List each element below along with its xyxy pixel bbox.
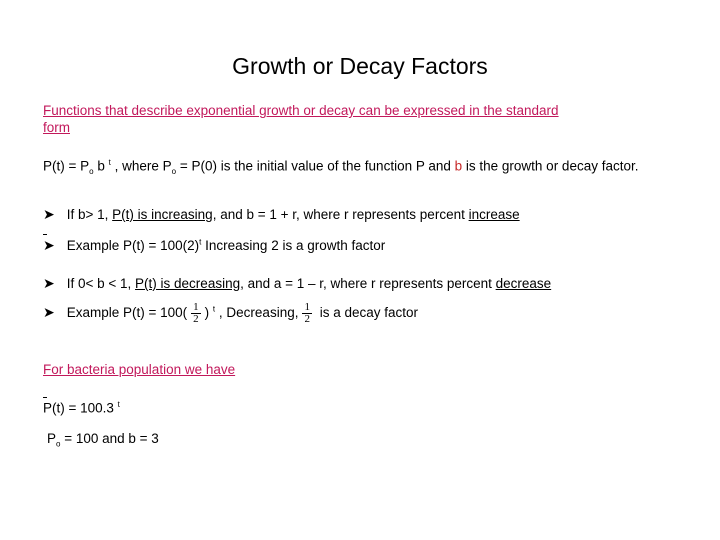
bacteria-values: $P_o = 100$ and b = 3	[47, 431, 159, 449]
arrowhead-bullet-icon: ➤	[43, 275, 55, 291]
arrowhead-bullet-icon: ➤	[43, 304, 55, 321]
b-highlight: b	[454, 158, 463, 174]
stray-mark	[43, 234, 47, 235]
stray-mark	[43, 397, 47, 398]
fraction-one-half: $\frac{1}{2}$	[304, 301, 310, 325]
fraction-one-half: $\frac{1}{2}$	[193, 301, 199, 325]
standard-form-definition: $P(t) = P_o$ b $^t$ , where $P_o = P(0)$ is the initial value of the function P and b is the growth or decay factor.	[43, 158, 639, 177]
intro-text: Functions that describe exponential growth or decay can be expressed in the standard form	[43, 103, 559, 135]
bullet-decay-example: ➤ Example P(t) = 100( $\frac{1}{2}$ ) $^t$ , Decreasing, $\frac{1}{2}$ is a decay factor	[43, 301, 419, 325]
bacteria-heading: For bacteria population we have	[43, 362, 236, 377]
page-title: Growth or Decay Factors	[232, 53, 488, 79]
bullet-growth-example: ➤ Example $P(t) = 100(2)^t$ Increasing 2 is a growth factor	[43, 234, 385, 254]
arrowhead-bullet-icon: ➤	[43, 206, 55, 222]
bullet-growth-condition: ➤ If b> 1, P(t) is increasing, and b = 1 + r, where r represents percent increase	[43, 206, 520, 222]
bullet-decay-condition: ➤ If 0< b < 1, P(t) is decreasing, and a = 1 – r, where r represents percent decrease	[43, 275, 552, 291]
bacteria-equation: P(t) = 100.3 $^t$	[43, 397, 120, 416]
arrowhead-bullet-icon: ➤	[43, 237, 55, 253]
